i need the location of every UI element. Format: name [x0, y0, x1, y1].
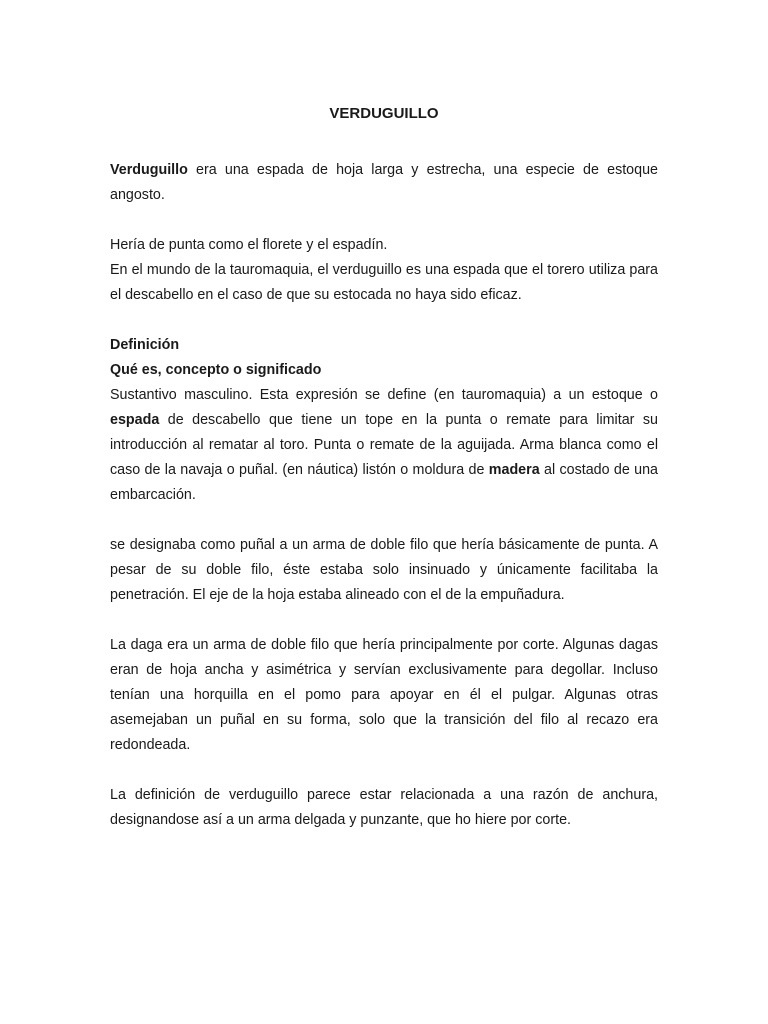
paragraph-intro-text: era una espada de hoja larga y estrecha, una especie de estoque angosto.	[110, 162, 658, 203]
document-body	[110, 158, 658, 833]
term-verduguillo: Verduguillo	[110, 162, 188, 178]
spacer	[110, 308, 658, 333]
document-title: VERDUGUILLO	[329, 105, 439, 122]
paragraph-definicion-part-a: Sustantivo masculino. Esta expresión se define (en tauromaquia) a un estoque o	[110, 387, 658, 403]
paragraph-intro	[110, 158, 658, 208]
term-espada: espada	[110, 412, 160, 428]
paragraph-punta: Hería de punta como el florete y el espadín.	[110, 237, 388, 253]
paragraph-tauromaquia: En el mundo de la tauromaquia, el verduguillo es una espada que el torero utiliza para el descabello en el caso de que su estocada no haya sido eficaz.	[110, 262, 658, 303]
spacer	[110, 508, 658, 533]
paragraph-definicion-part-e: al costado de una embarcación.	[110, 462, 658, 503]
heading-definicion: Definición	[110, 337, 180, 353]
spacer	[110, 608, 658, 633]
paragraph-anchura: La definición de verduguillo parece estar relacionada a una razón de anchura, designandose así a un arma delgada y punzante, que ho hiere por corte.	[110, 787, 658, 828]
paragraph-definicion-part-c: de descabello que tiene un tope en la punta o remate para limitar su introducción al rematar al toro. Punta o remate de la aguijada. Arma blanca como el caso de la navaja o puñal. (en náutica) listón o moldura de	[110, 412, 658, 478]
paragraph-punal: se designaba como puñal a un arma de doble filo que hería básicamente de punta. A pesar de su doble filo, éste estaba solo insinuado y únicamente facilitaba la penetración. El eje de la hoja estaba alineado con el de la empuñadura.	[110, 537, 658, 603]
paragraph-daga: La daga era un arma de doble filo que hería principalmente por corte. Algunas dagas eran de hoja ancha y asimétrica y servían exclusivamente para degollar. Incluso tenían una horquilla en el pomo para apoyar en él el pulgar. Algunas otras asemejaban un puñal en su forma, solo que la transición del filo al recazo era redondeada.	[110, 637, 658, 753]
paragraph-definicion	[110, 383, 658, 508]
term-madera: madera	[488, 462, 540, 478]
heading-que-es: Qué es, concepto o significado	[110, 362, 322, 378]
spacer	[110, 208, 658, 233]
spacer	[110, 758, 658, 783]
